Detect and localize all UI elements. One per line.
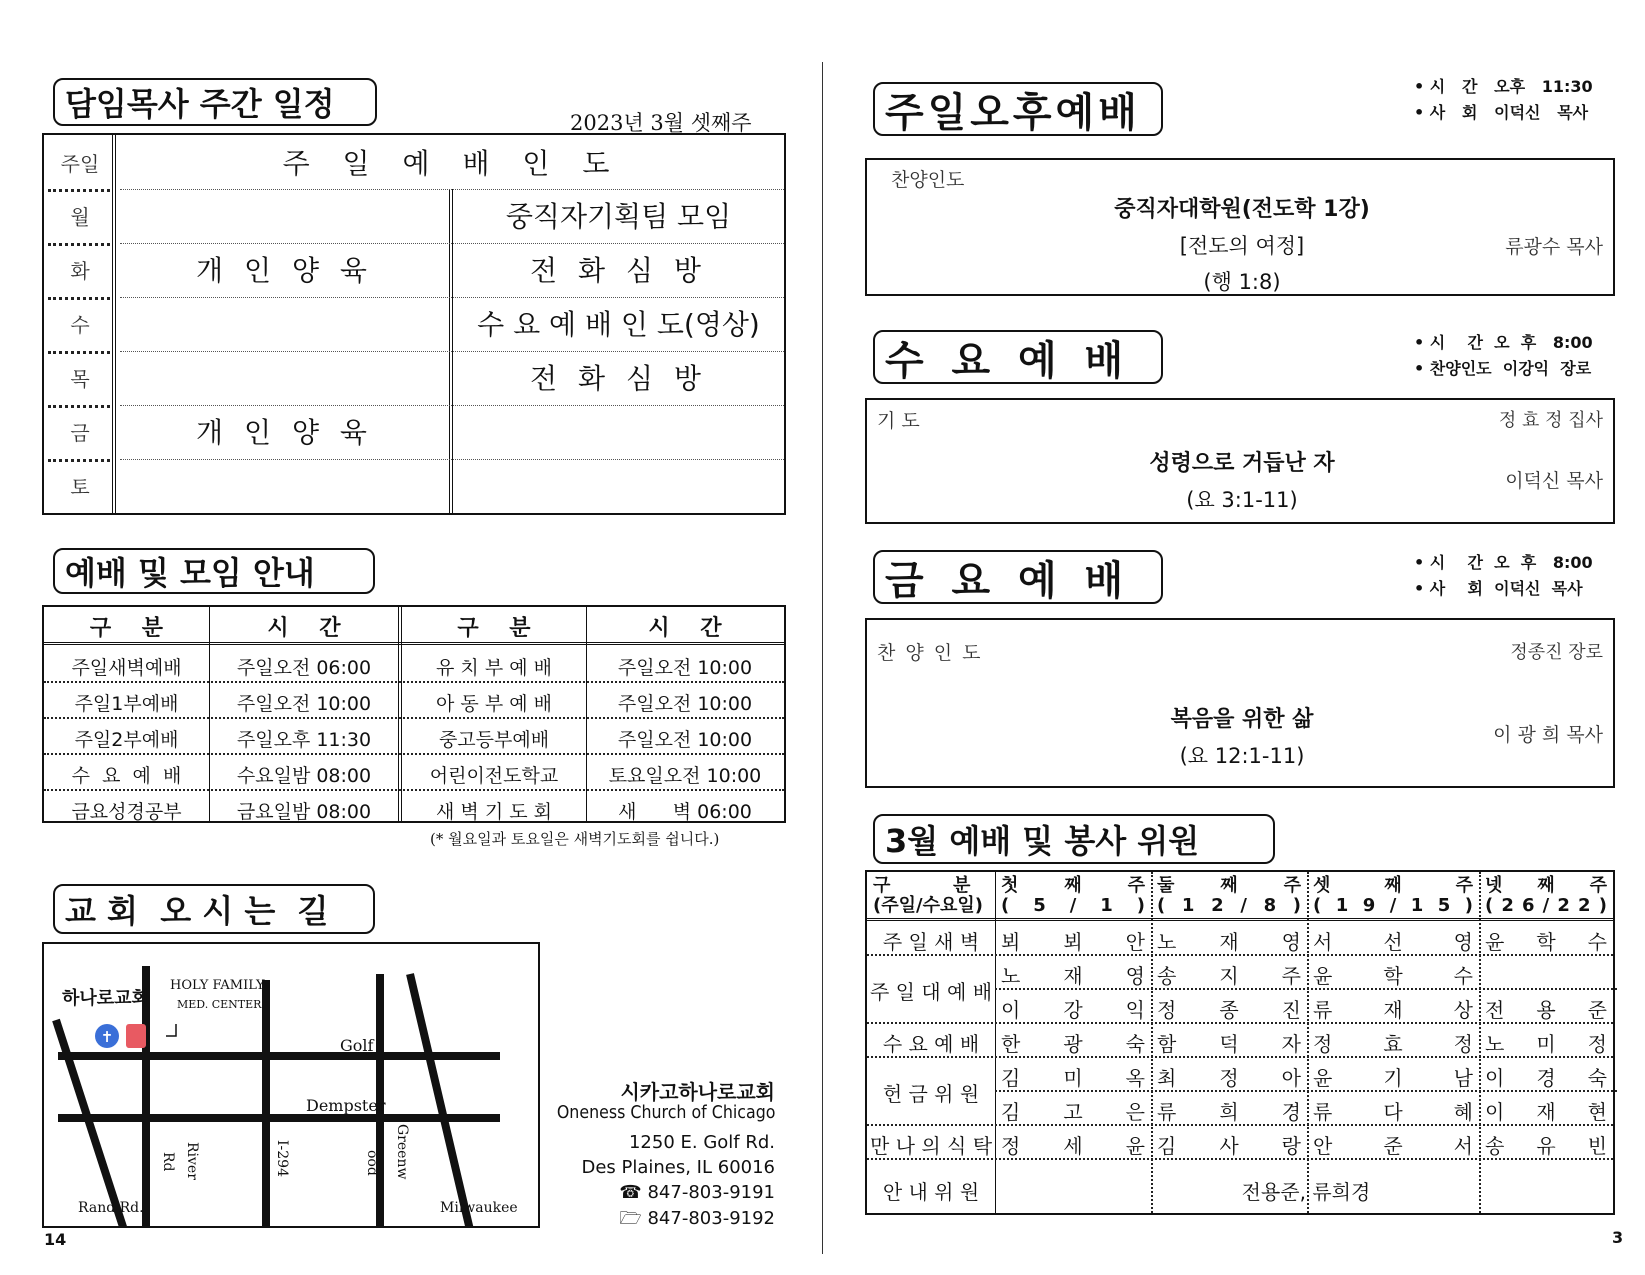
roster-name-cell [1151,1028,1307,1057]
roster-name-char: 선 [1383,930,1403,954]
roster-name-char: 광 [1063,1032,1083,1056]
week-2-header: 둘 째 주 ( 1 2 / 8 ) [1157,875,1301,916]
sunday-pm-host: • 사 회 이덕신 목사 [1414,103,1589,122]
roster-name-char: 남 [1453,1066,1473,1090]
roster-name-char: 희 [1219,1100,1239,1124]
row-line [120,189,784,190]
roster-name-cell [1307,994,1479,1023]
monday-schedule: 중직자기획팀 모임 [505,200,732,233]
roster-name-char: 진 [1281,998,1301,1022]
roster-name-char: 윤 [1313,1066,1333,1090]
sunday-schedule: 주 일 예 배 인 도 [282,147,622,180]
tuesday-schedule-left: 개 인 양 육 [196,254,373,287]
wednesday-praise: • 찬양인도 이강익 장로 [1414,359,1592,378]
service-time: 토요일오전 10:00 [608,765,762,787]
roster-name-char: 숙 [1587,1066,1607,1090]
roster-name-char: 안 [1125,930,1145,954]
header-line [867,918,1613,921]
roster-name-cell [1151,1130,1307,1159]
role-main-service: 주 일 대 예 배 [869,980,993,1004]
day-sat: 토 [70,475,90,499]
services-title: 예배 및 모임 안내 [53,548,375,594]
roster-name-char: 효 [1383,1032,1403,1056]
map-river-label: River [184,1142,200,1180]
praise-label: 찬양인도 [891,169,965,191]
service-time: 주일오전 10:00 [236,693,372,715]
roster-name-cell [1307,1096,1479,1125]
sermon-verse: (행 1:8) [1203,270,1281,294]
service-name: 주일2부예배 [74,729,179,751]
service-name: 주일새벽예배 [71,657,182,679]
roster-name-cell [1307,960,1479,989]
roster-name-char: 학 [1383,964,1403,988]
row-line [120,459,784,460]
friday-time: • 시 간 오 후 8:00 [1414,553,1593,572]
roster-name-char: 뵈 [1001,930,1021,954]
sunday-pm-panel [865,158,1615,296]
roster-name-char: 유 [1536,1134,1556,1158]
friday-title: 금 요 예 배 [873,550,1163,604]
role-dawn: 주 일 새 벽 [882,930,980,954]
map-greenwood-label: Greenw [394,1124,410,1180]
roster-name-char: 김 [1157,1134,1177,1158]
header-time-2: 시 간 [648,616,722,641]
service-time: 새 벽 06:00 [618,801,752,823]
roster-name-char: 류 [1313,1100,1333,1124]
roster-name-char: 빈 [1587,1134,1607,1158]
roster-name-char: 송 [1157,964,1177,988]
wednesday-panel [865,398,1615,524]
sermon-title: 성령으로 거듭난 자 [1149,451,1335,476]
map-church-label: 하나로교회 [62,988,149,1009]
schedule-divider [449,189,453,515]
roster-name-char: 수 [1587,930,1607,954]
church-address-1: 1250 E. Golf Rd. [628,1132,775,1153]
roster-name-char: 덕 [1219,1032,1239,1056]
praise-name: 정종진 장로 [1510,642,1603,663]
role-manna-table: 만 나 의 식 탁 [869,1134,993,1158]
roster-name-char: 정 [1313,1032,1333,1056]
roster-name-char: 상 [1453,998,1473,1022]
church-address-2: Des Plaines, IL 60016 [581,1157,775,1178]
roster-name-char: 노 [1157,930,1177,954]
roster-name-char: 혜 [1453,1100,1473,1124]
church-name-korean: 시카고하나로교회 [620,1080,775,1104]
roster-name-char: 은 [1125,1100,1145,1124]
hospital-marker-icon [126,1024,146,1048]
church-fax: 847-803-9192 [647,1208,775,1229]
speaker: 류광수 목사 [1505,236,1603,258]
roster-name-char: 숙 [1125,1032,1145,1056]
roster-name-char: 랑 [1281,1134,1301,1158]
map-hospital-label: HOLY FAMILY [170,978,265,993]
prayer-label: 기 도 [877,410,920,432]
friday-host: • 사 회 이덕신 목사 [1414,579,1583,598]
prayer-name: 정 효 정 집사 [1498,410,1603,431]
roster-name-char: 지 [1219,964,1239,988]
row-sep [48,405,110,408]
week-1-header: 첫 째 주 ( 5 / 1 ) [1001,875,1145,916]
row-line [120,405,784,406]
praise-label: 찬 양 인 도 [877,642,983,664]
service-time: 수요일밤 08:00 [236,765,372,787]
roster-name-char: 노 [1001,964,1021,988]
sermon-subtitle: [전도의 여정] [1179,234,1305,258]
roster-name-char: 서 [1453,1134,1473,1158]
row-sep [48,189,110,192]
service-time: 주일오전 10:00 [617,693,753,715]
roster-name-char: 이 [1485,1066,1505,1090]
row-sep [48,459,110,462]
roster-name-cell [1479,994,1613,1023]
service-name: 수 요 예 배 [71,765,182,787]
roster-title: 3월 예배 및 봉사 위원 [873,814,1275,864]
row-line [120,351,784,352]
map-golf-label: Golf [340,1036,374,1055]
row-sep [48,351,110,354]
week-4-header: 넷 째 주 ( 2 6 / 2 2 ) [1485,875,1607,916]
roster-name-char: 정 [1587,1032,1607,1056]
roster-name-cell [995,1130,1151,1159]
roster-name-char: 재 [1219,930,1239,954]
sunday-pm-title: 주일오후예배 [873,82,1163,136]
roster-name-char: 준 [1587,998,1607,1022]
roster-name-cell [1151,1096,1307,1125]
church-phone-line [619,1182,775,1203]
service-name: 어린이전도학교 [429,765,559,787]
roster-head-label: 구 분 (주일/수요일) [873,875,983,916]
service-time: 주일오전 06:00 [236,657,372,679]
sermon-title: 복음을 위한 삶 [1170,707,1314,732]
roster-name-char: 영 [1453,930,1473,954]
roster-name-char: 김 [1001,1100,1021,1124]
roster-name-char: 미 [1063,1066,1083,1090]
roster-name-cell [995,1028,1151,1057]
roster-name-char: 윤 [1125,1134,1145,1158]
roster-name-char: 종 [1219,998,1239,1022]
roster-name-char: 고 [1063,1100,1083,1124]
schedule-title: 담임목사 주간 일정 [53,78,377,126]
service-name: 주일1부예배 [74,693,179,715]
roster-name-char: 자 [1281,1032,1301,1056]
day-mon: 월 [70,205,90,229]
roster-name-cell [1151,1062,1307,1091]
roster-name-char: 윤 [1313,964,1333,988]
speaker: 이 광 희 목사 [1493,724,1603,746]
service-name: 금요성경공부 [71,801,182,823]
roster-name-char: 류 [1157,1100,1177,1124]
roster-name-cell [995,960,1151,989]
day-fri: 금 [70,421,90,445]
roster-name-cell [1151,926,1307,955]
roster-name-char: 한 [1001,1032,1021,1056]
roster-name-char: 정 [1219,1066,1239,1090]
roster-table [865,870,1615,1215]
services-table [42,605,786,823]
roster-name-char: 윤 [1485,930,1505,954]
roster-name-cell [1307,926,1479,955]
roster-name-char: 정 [1453,1032,1473,1056]
right-page-number: 3 [1612,1228,1624,1247]
roster-name-cell [1479,1096,1613,1125]
sermon-title: 중직자대학원(전도학 1강) [1114,197,1370,222]
roster-name-cell [1479,1062,1613,1091]
map-greenwood-label-2: ood [364,1150,380,1176]
roster-name-char: 재 [1063,964,1083,988]
service-time: 주일오후 11:30 [236,729,372,751]
church-phone: 847-803-9191 [647,1182,775,1203]
service-name: 유 치 부 예 배 [436,657,552,679]
roster-name-char: 준 [1383,1134,1403,1158]
roster-name-char: 정 [1001,1134,1021,1158]
day-wed: 수 [70,313,90,337]
roster-name-char: 노 [1485,1032,1505,1056]
map-rand-label: Rand Rd. [78,1200,144,1216]
directions-title: 교 회 오 시 는 길 [53,884,375,934]
roster-name-char: 아 [1281,1066,1301,1090]
roster-name-char: 재 [1536,1100,1556,1124]
service-name: 아 동 부 예 배 [436,693,552,715]
guides-names: 전용준, 류희경 [1241,1180,1371,1204]
roster-name-char: 경 [1281,1100,1301,1124]
map-hospital-label-2: MED. CENTER [177,998,262,1011]
row-line [44,681,784,683]
map-i294-label: I-294 [274,1140,290,1177]
service-time: 주일오전 10:00 [617,729,753,751]
row-line [120,243,784,244]
day-tue: 화 [70,259,90,283]
roster-name-char: 전 [1485,998,1505,1022]
roster-name-char: 주 [1281,964,1301,988]
roster-name-char: 사 [1219,1134,1239,1158]
row-line [44,753,784,755]
svg-text:✝: ✝ [100,1028,114,1046]
map-milwaukee-label: Milwaukee [440,1200,518,1216]
roster-name-char: 류 [1313,998,1333,1022]
map-rd-label: Rd [160,1152,176,1172]
roster-name-char: 익 [1125,998,1145,1022]
roster-name-cell [1479,1130,1613,1159]
services-note: (* 월요일과 토요일은 새벽기도회를 쉽니다.) [430,830,720,848]
row-line [120,297,784,298]
wednesday-title: 수 요 예 배 [873,330,1163,384]
sermon-verse: (요 3:1-11) [1186,488,1298,512]
church-fax-line [619,1206,775,1236]
day-thu: 목 [70,367,90,391]
roster-name-char: 정 [1157,998,1177,1022]
roster-name-cell [1307,1028,1479,1057]
thursday-schedule: 전 화 심 방 [530,362,707,395]
directions-map [42,942,540,1228]
service-name: 새 벽 기 도 회 [436,801,552,823]
left-page-number: 14 [44,1230,67,1249]
roster-name-cell [1307,1062,1479,1091]
roster-name-char: 경 [1536,1066,1556,1090]
roster-name-char: 함 [1157,1032,1177,1056]
roster-name-char: 옥 [1125,1066,1145,1090]
church-name-english: Oneness Church of Chicago [556,1102,775,1123]
schedule-date: 2023년 3월 셋째주 [570,111,752,135]
roster-name-cell [1151,994,1307,1023]
roster-name-char: 수 [1453,964,1473,988]
service-name: 중고등부예배 [438,729,550,751]
roster-name-char: 이 [1485,1100,1505,1124]
friday-schedule: 개 인 양 육 [196,416,373,449]
role-guides: 안 내 위 원 [882,1180,980,1204]
pastor-schedule-table [42,133,786,515]
wednesday-time: • 시 간 오 후 8:00 [1414,333,1593,352]
header-category-2: 구 분 [457,616,531,641]
roster-name-char: 이 [1001,998,1021,1022]
roster-name-cell [995,1062,1151,1091]
roster-name-char: 뵈 [1063,930,1083,954]
roster-name-char: 다 [1383,1100,1403,1124]
speaker: 이덕신 목사 [1505,470,1603,492]
tuesday-schedule-right: 전 화 심 방 [530,254,707,287]
roster-name-char: 김 [1001,1066,1021,1090]
header-time-1: 시 간 [267,616,341,641]
roster-name-cell [995,994,1151,1023]
week-3-header: 셋 째 주 ( 1 9 / 1 5 ) [1313,875,1473,916]
roster-name-char: 학 [1536,930,1556,954]
pointer-arrow-icon [166,1024,176,1036]
roster-name-char: 송 [1485,1134,1505,1158]
roster-name-cell [995,926,1151,955]
role-wednesday: 수 요 예 배 [882,1032,980,1056]
row-sep [48,297,110,300]
roster-name-char: 영 [1125,964,1145,988]
roster-name-char: 서 [1313,930,1333,954]
row-line [44,789,784,791]
roster-name-cell [1479,1028,1613,1057]
roster-name-char: 기 [1383,1066,1403,1090]
roster-name-char: 안 [1313,1134,1333,1158]
phone-icon: ☎ [619,1182,642,1203]
roster-name-char: 영 [1281,930,1301,954]
roster-name-char: 세 [1063,1134,1083,1158]
friday-panel [865,618,1615,788]
wednesday-schedule: 수 요 예 배 인 도(영상) [477,308,760,341]
sunday-pm-time: • 시 간 오후 11:30 [1414,77,1593,96]
role-offering: 헌 금 위 원 [882,1082,980,1106]
service-time: 주일오전 10:00 [617,657,753,679]
row-line [44,717,784,719]
roster-name-char: 최 [1157,1066,1177,1090]
roster-name-cell [1151,960,1307,989]
roster-name-cell [1307,1130,1479,1159]
page-divider [822,62,823,1254]
roster-name-cell [1479,926,1613,955]
roster-name-char: 강 [1063,998,1083,1022]
header-category-1: 구 분 [89,616,164,641]
row-sep [48,243,110,246]
sermon-verse: (요 12:1-11) [1179,744,1305,768]
roster-name-char: 용 [1536,998,1556,1022]
roster-name-char: 재 [1383,998,1403,1022]
day-sun: 주일 [60,152,100,176]
map-dempster-label: Dempster [306,1096,386,1115]
fax-icon: 🗁 [619,1208,642,1229]
service-time: 금요일밤 08:00 [236,801,372,823]
roster-name-cell [995,1096,1151,1125]
roster-name-char: 현 [1587,1100,1607,1124]
roster-name-char: 미 [1536,1032,1556,1056]
